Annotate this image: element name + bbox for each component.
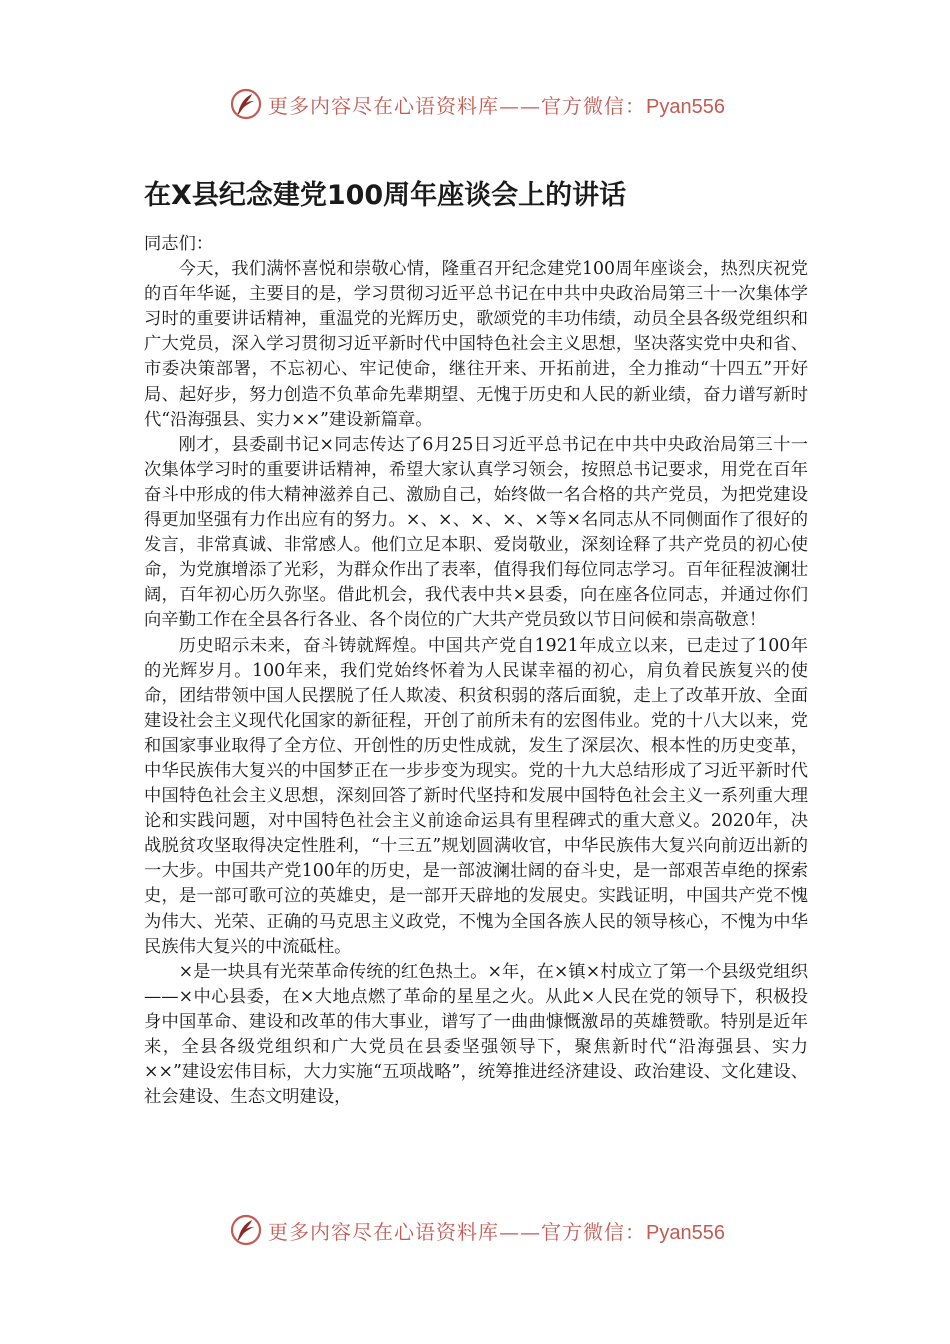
paragraph: 今天，我们满怀喜悦和崇敬心情，隆重召开纪念建党100周年座谈会，热烈庆祝党的百年华诞，主要目的是，学习贯彻习近平总书记在中共中央政治局第三十一次集体学习时的重要讲话精神，重温党的光辉历史，歌颂党的丰功伟绩，动员全县各级党组织和广大党员，深入学习贯彻习近平新时代中国特色社会主义思想，坚决落实党中央和省、市委决策部署，不忘初心、牢记使命，继往开来、开拓前进，全力推动“十四五”开好局、起好步，努力创造不负革命先辈期望、无愧于历史和人民的新业绩，奋力谱写新时代“沿海强县、实力××”建设新篇章。 <box>144 259 808 430</box>
wechat-id: Pyan556 <box>646 95 725 118</box>
quill-logo-icon <box>230 88 262 120</box>
document-body <box>144 232 808 1110</box>
salutation: 同志们： <box>144 234 214 254</box>
watermark-text: 更多内容尽在心语资料库——官方微信：Pyan556 <box>268 93 725 118</box>
watermark-text: 更多内容尽在心语资料库——官方微信：Pyan556 <box>268 1219 725 1244</box>
paragraph: ×是一块具有光荣革命传统的红色热土。×年，在×镇×村成立了第一个县级党组织——×中心县委，在×大地点燃了革命的星星之火。从此×人民在党的领导下，积极投身中国革命、建设和改革的伟大事业，谱写了一曲曲慷慨激昂的英雄赞歌。特别是近年来，全县各级党组织和广大党员在县委坚强领导下，聚焦新时代“沿海强县、实力××”建设宏伟目标，大力实施“五项战略”，统筹推进经济建设、政治建设、文化建设、社会建设、生态文明建设， <box>144 961 808 1108</box>
header-watermark <box>230 86 725 122</box>
wechat-id: Pyan556 <box>646 1221 725 1244</box>
paragraph: 刚才，县委副书记×同志传达了6月25日习近平总书记在中共中央政治局第三十一次集体学习时的重要讲话精神，希望大家认真学习领会，按照总书记要求，用党在百年奋斗中形成的伟大精神滋养自己、激励自己，始终做一名合格的共产党员，为把党建设得更加坚强有力作出应有的努力。×、×、×、×、×等×名同志从不同侧面作了很好的发言，非常真诚、非常感人。他们立足本职、爱岗敬业，深刻诠释了共产党员的初心使命，为党旗增添了光彩，为群众作出了表率，值得我们每位同志学习。百年征程波澜壮阔，百年初心历久弥坚。借此机会，我代表中共×县委，向在座各位同志，并通过你们向辛勤工作在全县各行各业、各个岗位的广大共产党员致以节日问候和崇高敬意！ <box>144 434 808 631</box>
document-title: 在X县纪念建党100周年座谈会上的讲话 <box>144 180 627 211</box>
quill-logo-icon <box>230 1214 262 1246</box>
paragraph: 历史昭示未来，奋斗铸就辉煌。中国共产党自1921年成立以来，已走过了100年的光辉岁月。100年来，我们党始终怀着为人民谋幸福的初心，肩负着民族复兴的使命，团结带领中国人民摆脱了任人欺凌、积贫积弱的落后面貌，走上了改革开放、全面建设社会主义现代化国家的新征程，开创了前所未有的宏图伟业。党的十八大以来，党和国家事业取得了全方位、开创性的历史性成就，发生了深层次、根本性的历史变革，中华民族伟大复兴的中国梦正在一步步变为现实。党的十九大总结形成了习近平新时代中国特色社会主义思想，深刻回答了新时代坚持和发展中国特色社会主义一系列重大理论和实践问题，对中国特色社会主义前途命运具有里程碑式的重大意义。2020年，决战脱贫攻坚取得决定性胜利，“十三五”规划圆满收官，中华民族伟大复兴向前迈出新的一大步。中国共产党100年的历史，是一部波澜壮阔的奋斗史，是一部艰苦卓绝的探索史，是一部可歌可泣的英雄史，是一部开天辟地的发展史。实践证明，中国共产党不愧为伟大、光荣、正确的马克思主义政党，不愧为全国各族人民的领导核心，不愧为中华民族伟大复兴的中流砥柱。 <box>144 635 808 957</box>
footer-watermark <box>230 1212 725 1248</box>
